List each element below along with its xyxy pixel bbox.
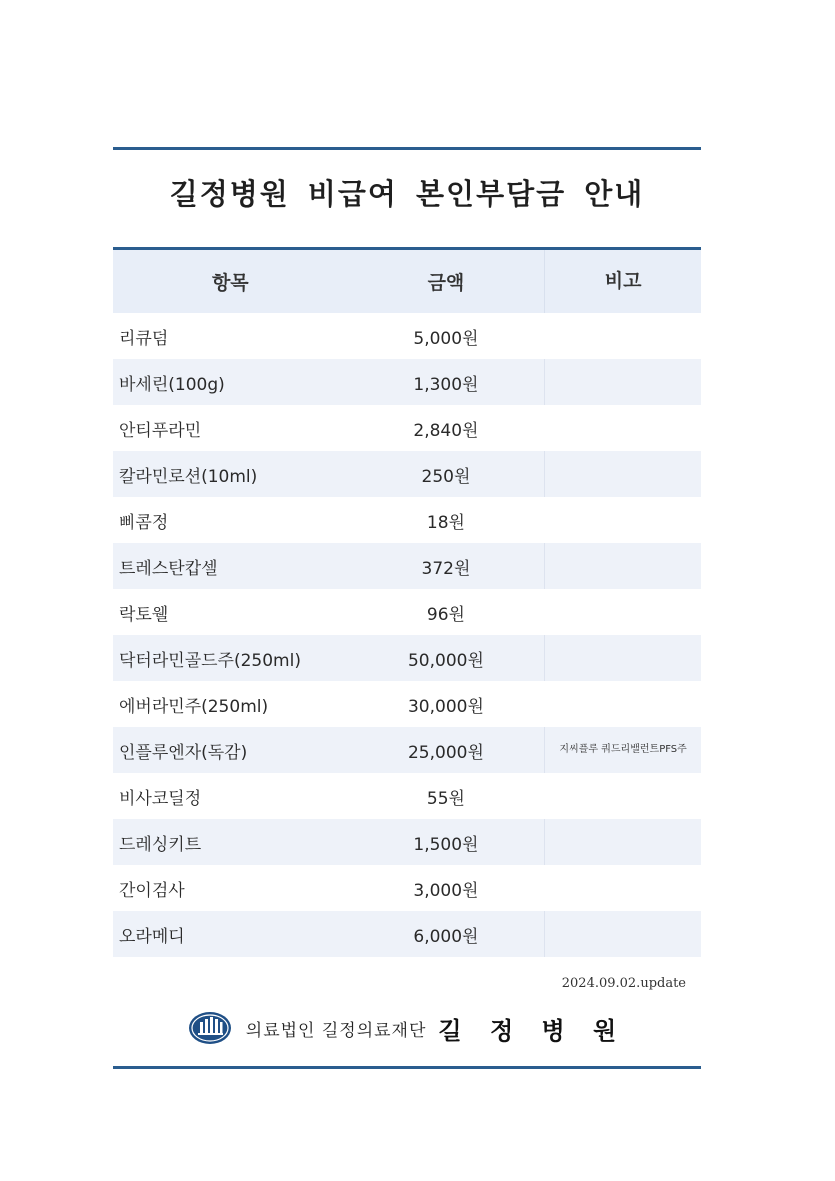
row-amount: 30,000원	[407, 696, 484, 717]
row-amount: 96원	[426, 604, 465, 625]
row-note	[544, 681, 701, 727]
row-amount: 18원	[426, 512, 465, 533]
row-item: 삐콤정	[119, 512, 169, 533]
row-item: 간이검사	[119, 880, 185, 901]
row-note	[544, 359, 701, 405]
header-amount: 금액	[427, 272, 465, 294]
hospital-name: 길 정 병 원	[438, 1016, 627, 1045]
hospital-logo-icon	[188, 1011, 232, 1045]
row-item: 리큐덤	[119, 328, 169, 349]
row-amount: 5,000원	[413, 328, 479, 349]
header-note: 비고	[544, 250, 701, 313]
table-row	[113, 911, 701, 957]
row-note	[544, 589, 701, 635]
row-amount: 2,840원	[413, 420, 479, 441]
row-note	[544, 911, 701, 957]
row-item: 인플루엔자(독감)	[119, 742, 248, 763]
table-row	[113, 681, 701, 727]
row-amount: 250원	[421, 466, 471, 487]
row-amount: 6,000원	[413, 926, 479, 947]
row-note: 지씨플루 쿼드리밸런트PFS주	[544, 727, 701, 773]
row-item: 트레스탄캅셀	[119, 558, 218, 579]
table-row	[113, 359, 701, 405]
update-date: 2024.09.02.update	[561, 976, 686, 991]
foundation-name: 의료법인 길정의료재단	[245, 1020, 427, 1041]
table-header	[113, 250, 701, 313]
table-row	[113, 589, 701, 635]
row-amount: 50,000원	[407, 650, 484, 671]
top-rule	[113, 147, 701, 150]
row-amount: 25,000원	[407, 742, 484, 763]
row-note	[544, 635, 701, 681]
row-note	[544, 405, 701, 451]
row-item: 칼라민로션(10ml)	[119, 466, 258, 487]
row-item: 오라메디	[119, 926, 185, 947]
row-note	[544, 313, 701, 359]
row-item: 비사코딜정	[119, 788, 202, 809]
table-row	[113, 727, 701, 773]
row-item: 안티푸라민	[119, 420, 202, 441]
bottom-rule	[113, 1066, 701, 1069]
table-row	[113, 543, 701, 589]
row-item: 닥터라민골드주(250ml)	[119, 650, 301, 671]
header-item: 항목	[211, 272, 249, 294]
row-amount: 55원	[426, 788, 465, 809]
row-amount: 3,000원	[413, 880, 479, 901]
table-row	[113, 497, 701, 543]
table-row	[113, 451, 701, 497]
row-amount: 372원	[421, 558, 471, 579]
row-note	[544, 865, 701, 911]
row-note	[544, 543, 701, 589]
row-note	[544, 819, 701, 865]
row-item: 에버라민주(250ml)	[119, 696, 269, 717]
price-table	[113, 250, 701, 957]
table-row	[113, 635, 701, 681]
row-item: 드레싱키트	[119, 834, 202, 855]
row-item: 락토웰	[119, 604, 169, 625]
table-row	[113, 865, 701, 911]
table-row	[113, 313, 701, 359]
row-note	[544, 451, 701, 497]
table-row	[113, 773, 701, 819]
table-row	[113, 819, 701, 865]
table-row	[113, 405, 701, 451]
row-item: 바세린(100g)	[119, 374, 225, 395]
row-note	[544, 773, 701, 819]
page-title: 길정병원 비급여 본인부담금 안내	[169, 177, 645, 211]
row-amount: 1,500원	[413, 834, 479, 855]
row-amount: 1,300원	[413, 374, 479, 395]
footer	[113, 1008, 701, 1048]
row-note	[544, 497, 701, 543]
